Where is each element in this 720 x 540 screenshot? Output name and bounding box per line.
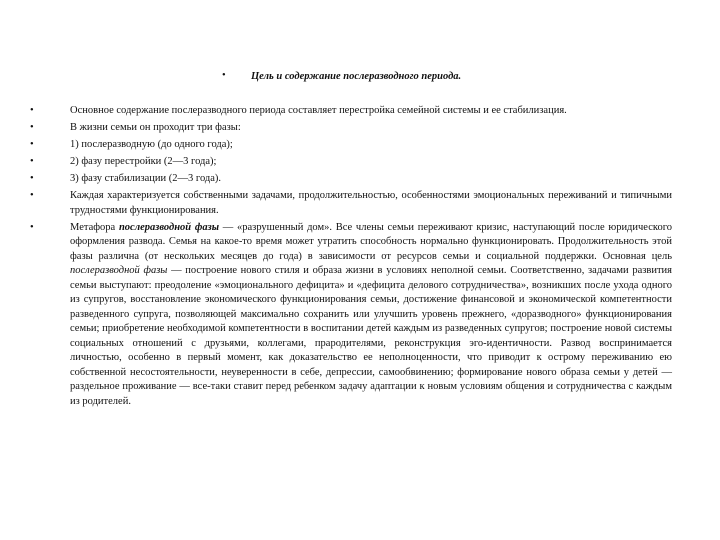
bullet: • [30,105,34,116]
text-run: — построение нового стиля и образа жизни в условиях неполной семьи. Соответственно, задачами развития семьи выступают: преодоление «эмоционального дефицита» и «дефицита делового сотрудничества», возникших после ухода одного из супругов, восстановление экономического функционирования семьи, достижение финансовой и экономической компетентности разведенного супруга, позволяющей максимально сохранить или улучшить уровень прежнего, «доразводного» функционирования семьи; приобретение необходимой компетентности в воспитании детей каждым из разведенных супругов; построение новой системы социальных отношений с друзьями, коллегами, прародителями, реконструкция эго-идентичности. Развод воспринимается личностью, особенно в первый момент, как доказательство ее неполноценности, что приводит к острому переживанию ею собственной несостоятельности, неуверенности в себе, депрессии, самообвинению; формирование нового образа семьи у детей — раздельное проживание — все-таки ставит перед ребенком задачу адаптации к новым условиям общения и сотрудничества с каждым из родителей. [70,265,672,407]
list-item-text: В жизни семьи он проходит три фазы: [70,122,241,133]
emphasis-bold: послеразводной фазы [118,221,220,233]
emphasis-italic: послеразводной фазы [70,265,168,276]
list-item-text: 1) послеразводную (до одного года); [70,139,233,150]
list-item [30,189,672,218]
list-item-text: Каждая характеризуется собственными задачами, продолжительностью, особенностями эмоциональных переживаний и типичными трудностями функционирования. [70,190,672,216]
bullet: • [30,190,34,201]
bullet-list [30,104,672,412]
bullet: • [30,122,34,133]
bullet: • [30,173,34,184]
bullet: • [222,70,226,81]
bullet: • [30,221,34,233]
list-item [30,172,672,187]
bullet: • [30,156,34,167]
text-run: — «разрушенный дом». Все члены семьи переживают кризис, наступающий после юридического оформления развода. Семья на какое-то время может утратить способность нормально функционировать. Продолжительность этой фазы различна (от нескольких месяцев до года) в зависимости от ресурсов семьи и социальной поддержки. Основная цель [70,221,673,262]
list-item-metaphor [30,221,672,410]
list-item-text: Основное содержание послеразводного периода составляет перестройка семейной системы и ее стабилизация. [70,105,567,116]
list-item [30,121,672,136]
bullet: • [30,139,34,150]
list-item [30,155,672,170]
slide-title: Цель и содержание послеразводного периода. [251,71,462,82]
list-item-text: 2) фазу перестройки (2—3 года); [70,156,217,167]
list-item-text: 3) фазу стабилизации (2—3 года). [70,173,222,184]
text-run: Метафора [70,221,119,233]
list-item [30,138,672,153]
list-item [30,104,672,119]
